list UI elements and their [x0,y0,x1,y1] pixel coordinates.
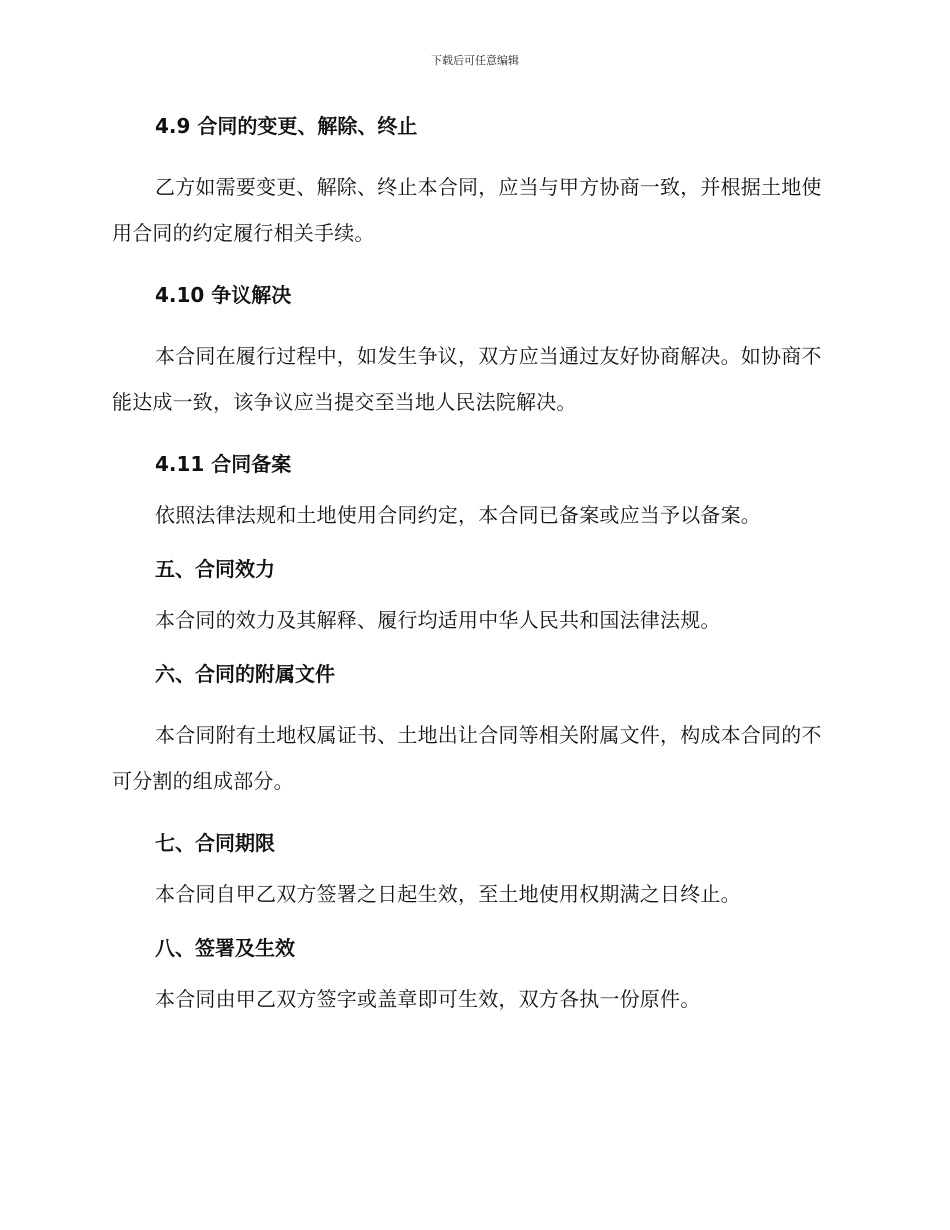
section-body: 本合同自甲乙双方签署之日起生效，至土地使用权期满之日终止。 [155,882,741,906]
section-body: 本合同在履行过程中，如发生争议，双方应当通过友好协商解决。如协商不能达成一致，该争议应当提交至当地人民法院解决。 [112,344,822,414]
section-heading: 八、签署及生效 [155,936,295,960]
section-body: 本合同附有土地权属证书、土地出让合同等相关附属文件，构成本合同的不可分割的组成部分。 [112,723,822,793]
section-body: 依照法律法规和土地使用合同约定，本合同已备案或应当予以备案。 [155,503,761,527]
page-header-note: 下载后可任意编辑 [431,54,519,67]
section-heading: 五、合同效力 [155,557,275,581]
section-4-11 [112,451,830,528]
section-7 [112,830,830,907]
section-body: 本合同的效力及其解释、履行均适用中华人民共和国法律法规。 [155,608,721,632]
section-heading: 七、合同期限 [155,831,275,855]
section-8 [112,935,830,1012]
section-heading: 4.11 合同备案 [155,452,292,476]
section-4-9 [112,113,830,256]
section-body: 本合同由甲乙双方签字或盖章即可生效，双方各执一份原件。 [155,987,701,1011]
document-content [112,113,830,1040]
section-body: 乙方如需要变更、解除、终止本合同，应当与甲方协商一致，并根据土地使用合同的约定履行相关手续。 [112,175,822,245]
section-heading: 4.10 争议解决 [155,283,292,307]
section-6 [112,661,830,804]
section-5 [112,556,830,633]
section-4-10 [112,282,830,425]
section-heading: 六、合同的附属文件 [155,662,335,686]
section-heading: 4.9 合同的变更、解除、终止 [155,114,418,138]
